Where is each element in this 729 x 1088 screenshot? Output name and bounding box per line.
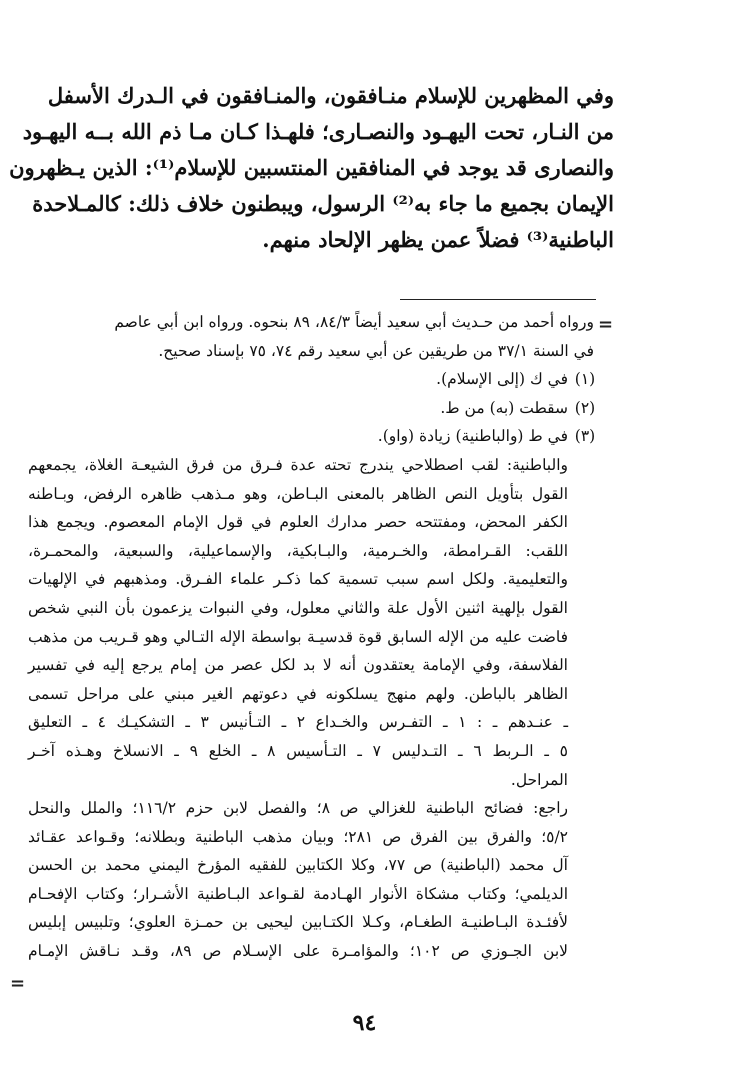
footnote-3-line: ٥ ـ الـربط ٦ ـ التـدليس ٧ ـ التـأسيس ٨ ـ الخلع ٩ ـ الانسلاخ وهـذه آخـر — [28, 741, 568, 760]
footnote-3-line: اللقب: القـرامطة، والخـرمية، والبـابكية، والإسماعيلية، والسبعية، والمحمـرة، — [28, 541, 568, 560]
footnote-item — [28, 422, 602, 451]
footnote-3-line: الظاهر بالباطن. ولهم منهج يسلكونه في دعوتهم الغير مبني على مراحل تسمى — [28, 684, 568, 703]
footnote-3-line: القول بتأويل النص الظاهر بالمعنى البـاطن، وهو مـذهب ظاهره الرفض، وبـاطنه — [28, 484, 568, 503]
footnote-number: (١) — [574, 370, 596, 389]
main-text-line: الباطنية⁽³⁾ فضلاً عمن يظهر الإلحاد منهم. — [262, 227, 614, 252]
footnote-3-line: القول بإلهية اثنين الأول علة والثاني معلول، وفي النبوات يزعمون بأن النبي شخص — [28, 598, 568, 617]
references-line: آل محمد (الباطنية) ص ٧٧، وكلا الكتابين للفقيه المؤرخ اليمني محمد بن الحسن — [28, 856, 568, 875]
main-text-line: الإيمان بجميع ما جاء به⁽²⁾ الرسول، ويبطنون خلاف ذلك: كالمـلاحدة — [32, 191, 614, 216]
footnote-text: في ك (إلى الإسلام). — [436, 370, 568, 389]
trailing-continuation-mark: = — [10, 973, 26, 994]
footnote-3-line: ـ عنـدهم ـ : ١ ـ التفـرس والخـداع ٢ ـ التـأنيس ٣ ـ التشكيـك ٤ ـ التعليق — [28, 713, 568, 732]
footnote-3-line: الفلاسفة، وفي الإمامة يعتقدون أنه لا بد لكل عصر من إمام يرجع إليه في تفسير — [28, 656, 568, 675]
footnote-separator-rule — [400, 299, 596, 300]
references-line: لابن الجـوزي ص ١٠٢؛ والمؤامـرة على الإسـلام ص ٨٩، وقـد نـاقش الإمـام — [28, 942, 568, 961]
footnote-3-line: المراحل. — [510, 770, 568, 789]
footnote-continuation-line: ورواه أحمد من حـديث أبي سعيد أيضاً ٨٤/٣، ٨٩ بنحوه. ورواه ابن أبي عاصم — [114, 313, 594, 331]
footnote-text: في ط (والباطنية) زيادة (واو). — [377, 427, 568, 446]
references-line: لأفئـدة البـاطنيـة الطغـام، وكـلا الكتـابين ليحيى بن حمـزة العلوي؛ وتلبيس إبليس — [28, 913, 568, 932]
footnote-3-line: والتعليمية. ولكل اسم سبب تسمية كما ذكـر علماء الفـرق. ومذهبهم في الإلهيات — [28, 570, 568, 589]
main-text-block — [9, 78, 614, 258]
footnote-number: (٢) — [574, 398, 596, 417]
references-line: راجع: فضائح الباطنية للغزالي ص ٨؛ والفصل لابن حزم ١١٦/٢؛ والملل والنحل — [28, 799, 569, 818]
references-line: ٥/٢؛ والفرق بين الفرق ص ٢٨١؛ وبيان مذهب الباطنية وبطلانه؛ وقـواعد عقـائد — [28, 827, 568, 846]
references-line: الديلمي؛ وكتاب مشكاة الأنوار الهـادمة لقـواعد البـاطنية الأشـرار؛ وكتاب الإفحـام — [28, 884, 568, 903]
footnote-item — [28, 394, 602, 423]
main-text-line: والنصارى قد يوجد في المنافقين المنتسبين للإسلام⁽¹⁾: الذين يـظهرون — [9, 155, 614, 180]
main-text-line: من النـار، تحت اليهـود والنصـارى؛ فلهـذا كـان مـا ذم الله بــه اليهـود — [22, 119, 614, 144]
page-number: ٩٤ — [352, 1010, 377, 1036]
footnote-number: (٣) — [574, 427, 596, 446]
footnote-item — [28, 365, 602, 394]
footnote-3-body — [28, 451, 602, 966]
main-text-line: وفي المظهرين للإسلام منـافقون، والمنـافقون في الـدرك الأسفل — [47, 83, 614, 108]
footnote-3-line: والباطنية: لقب اصطلاحي يندرج تحته عدة فـرق من فرق الشيعـة الغلاة، يجمعهم — [28, 455, 568, 474]
footnote-3-line: الكفر المحض، ومفتتحه حصر مدارك العلوم في قول الإمام المعصوم. ويجمع هذا — [28, 513, 568, 532]
footnote-text: سقطت (به) من ط. — [440, 398, 568, 417]
footnote-continuation-line: في السنة ٣٧/١ من طريقين عن أبي سعيد رقم ٧٤، ٧٥ بإسناد صحيح. — [158, 341, 594, 360]
footnote-3-line: فاضت عليه من الإله السابق قوة قدسيـة بواسطة الإله التـالي وهو قـريب من مذهب — [28, 627, 568, 646]
footnotes-block — [28, 308, 602, 966]
continuation-mark: = — [598, 314, 614, 335]
